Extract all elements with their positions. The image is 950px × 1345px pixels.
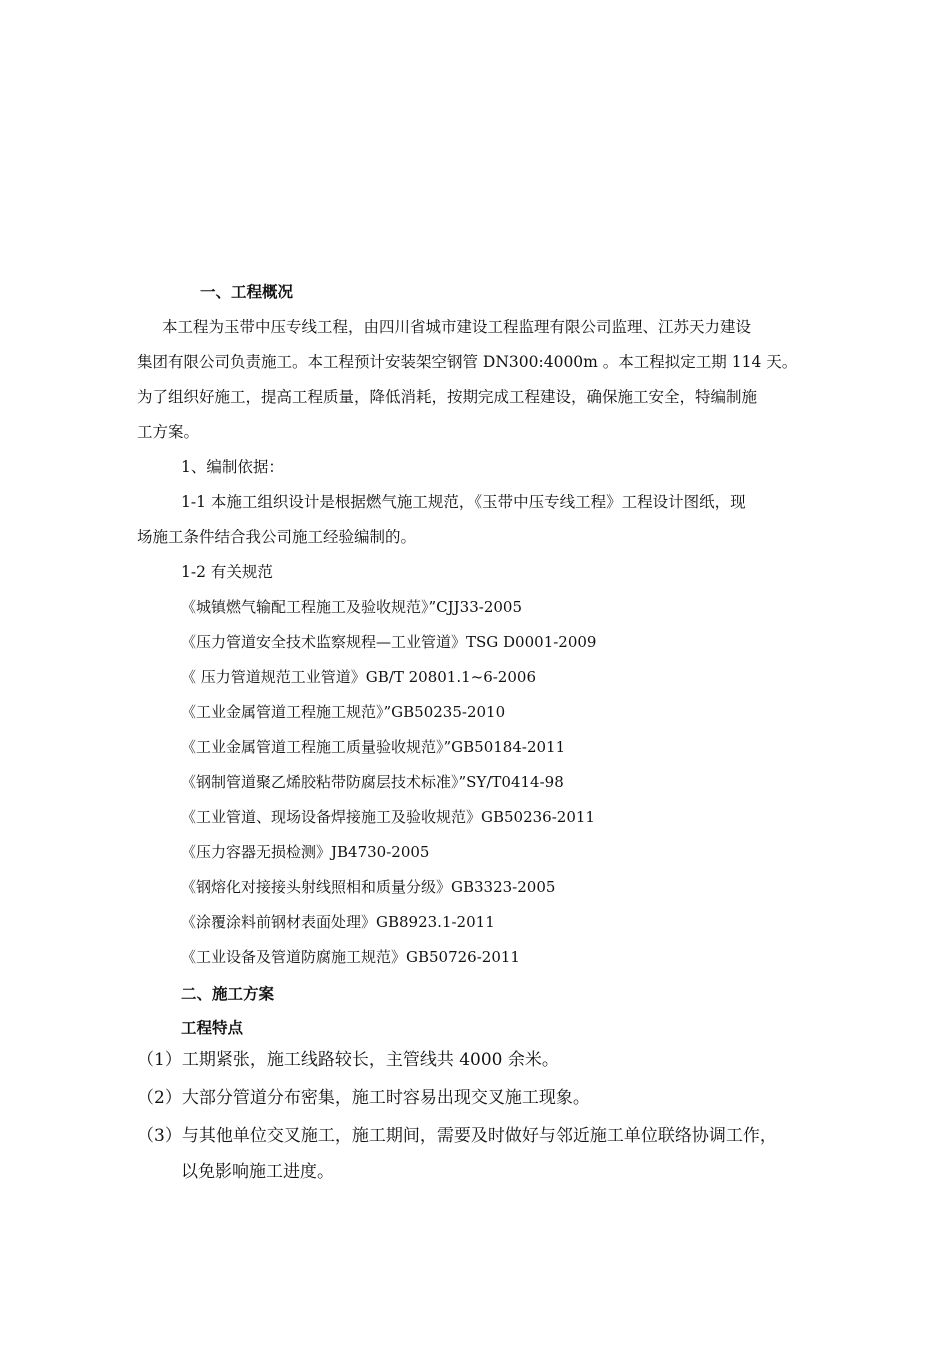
basis-1-1-line-1: 1-1 本施工组织设计是根据燃气施工规范，《玉带中压专线工程》工程设计图纸，现: [181, 493, 746, 511]
feature-item: （2）大部分管道分布密集，施工时容易出现交叉施工现象。: [137, 1088, 590, 1108]
feature-item: （3）与其他单位交叉施工，施工期间，需要及时做好与邻近施工单位联络协调工作，: [137, 1126, 777, 1146]
basis-1-2-heading: 1-2 有关规范: [181, 563, 273, 581]
standard-item: 《压力容器无损检测》JB4730-2005: [181, 843, 430, 861]
standard-item: 《钢熔化对接接头射线照相和质量分级》GB3323-2005: [181, 878, 556, 896]
standard-item: 《城镇燃气输配工程施工及验收规范》”CJJ33-2005: [181, 598, 523, 616]
standard-item: 《压力管道安全技术监察规程—工业管道》TSG D0001-2009: [181, 633, 597, 651]
overview-line-2: 集团有限公司负责施工。本工程预计安装架空钢管 DN300:4000m 。本工程拟定工期 114 天。: [137, 353, 798, 371]
section1-heading: 一、工程概况: [200, 282, 294, 301]
standard-item: 《工业设备及管道防腐施工规范》GB50726-2011: [181, 948, 520, 966]
basis-heading: 1、编制依据：: [181, 458, 284, 476]
standard-item: 《钢制管道聚乙烯胶粘带防腐层技术标准》”SY/T0414-98: [181, 773, 564, 791]
standard-item: 《工业金属管道工程施工质量验收规范》”GB50184-2011: [181, 738, 566, 756]
standard-item: 《 压力管道规范工业管道》GB/T 20801.1~6-2006: [181, 668, 536, 686]
standard-item: 《工业金属管道工程施工规范》”GB50235-2010: [181, 703, 506, 721]
feature-item-continuation: 以免影响施工进度。: [181, 1162, 334, 1182]
overview-line-3: 为了组织好施工，提高工程质量，降低消耗，按期完成工程建设，确保施工安全，特编制施: [137, 388, 758, 406]
features-heading: 工程特点: [181, 1018, 244, 1037]
section2-heading: 二、施工方案: [181, 984, 275, 1003]
feature-item: （1）工期紧张，施工线路较长，主管线共 4000 余米。: [137, 1050, 559, 1070]
standard-item: 《工业管道、现场设备焊接施工及验收规范》GB50236-2011: [181, 808, 595, 826]
basis-1-1-line-2: 场施工条件结合我公司施工经验编制的。: [137, 528, 417, 546]
standard-item: 《涂覆涂料前钢材表面处理》GB8923.1-2011: [181, 913, 495, 931]
overview-line-1: 本工程为玉带中压专线工程，由四川省城市建设工程监理有限公司监理、江苏天力建设: [162, 318, 752, 336]
overview-line-4: 工方案。: [137, 423, 200, 441]
